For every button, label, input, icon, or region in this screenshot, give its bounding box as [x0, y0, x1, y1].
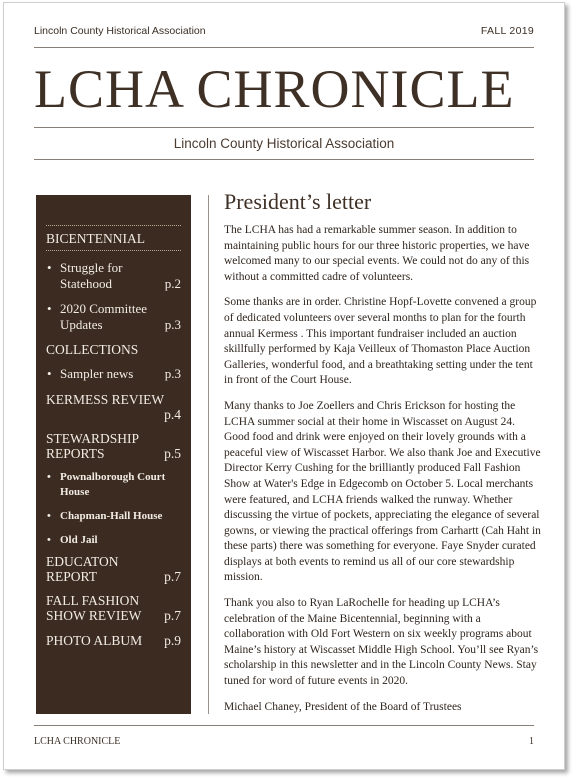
sidebar-section-bicentennial[interactable]: BICENTENNIAL	[46, 231, 145, 246]
page-number: p.7	[164, 608, 181, 623]
article-paragraph: Some thanks are in order. Christine Hopf-Lovette convened a group of dedicated volunteers over several months to plan for the fourth annual Kermess . This important fundraiser included an auction skillfully performed by Kaja Veilleux of Thomaston Place Auction Galleries, wonderful food, and a breathtaking setting under the tent in front of the Court House.	[224, 296, 537, 387]
sidebar-item-label: Old Jail	[60, 534, 98, 546]
issue-date: FALL 2019	[480, 25, 534, 37]
sidebar-section-label: KERMESS REVIEW	[46, 392, 165, 407]
sidebar-section-label: PHOTO ALBUM	[46, 633, 143, 648]
masthead-rule	[34, 127, 534, 128]
page-number: p.3	[164, 366, 181, 381]
sidebar-section-label: STEWARDSHIP	[46, 431, 140, 446]
sidebar-section-label: EDUCATON	[46, 554, 119, 569]
sidebar-item-old-jail[interactable]	[46, 533, 181, 548]
page-number: p.9	[164, 633, 181, 648]
page-number: p.4	[164, 407, 181, 422]
article-signature: Michael Chaney, President of the Board of Trustees	[224, 700, 462, 713]
sidebar-item-pownalborough[interactable]	[46, 470, 181, 500]
top-rule	[34, 47, 534, 48]
sidebar-section-photo-album[interactable]	[46, 633, 181, 648]
sidebar-section-label: REPORT	[46, 569, 97, 584]
footer-rule	[34, 725, 534, 726]
sidebar-item-label: Chapman-Hall House	[60, 510, 163, 522]
page-number: p.3	[164, 317, 181, 332]
sidebar-section-label: SHOW REVIEW	[46, 608, 142, 623]
sidebar-item-label: Pownalborough Court	[60, 471, 166, 483]
page-number: p.5	[164, 446, 181, 461]
page-number: p.7	[164, 569, 181, 584]
footer-page-number: 1	[529, 736, 534, 747]
footer-title: LCHA CHRONICLE	[34, 736, 121, 747]
sidebar-item-statehood[interactable]	[46, 260, 181, 292]
sidebar-item-label: Sampler news	[60, 366, 134, 381]
sidebar-section-stewardship[interactable]	[46, 431, 181, 461]
masthead-subtitle: Lincoln County Historical Association	[173, 136, 395, 151]
sidebar-section-label: REPORTS	[46, 446, 105, 461]
newsletter-page	[3, 2, 565, 770]
sidebar-item-chapman-hall[interactable]	[46, 509, 181, 524]
subtitle-rule	[34, 159, 534, 160]
article-paragraph: The LCHA has had a remarkable summer season. In addition to maintaining public hours for our three historic properties, we have welcomed many to our special events. We could not do any of this without a committed cadre of volunteers.	[224, 224, 530, 283]
page-number: p.2	[164, 276, 181, 291]
masthead-title: LCHA CHRONICLE	[34, 59, 515, 119]
sidebar-divider	[46, 225, 181, 226]
sidebar-section-label: FALL FASHION	[46, 593, 140, 608]
sidebar-item-label: Struggle for	[60, 260, 123, 275]
contents-sidebar	[36, 195, 191, 714]
article-paragraph: Many thanks to Joe Zoellers and Chris Erickson for hosting the LCHA summer social at their home in Wiscasset on August 24. Good food and drink were enjoyed on their lovely grounds with a peaceful view of Wiscasset Harbor. We also thank Joe and Executive Director Kerry Cushing for the brilliantly produced Fall Fashion Show at Water's Edge in Edgecomb on October 5. Local merchants were featured, and LCHA friends walked the runway. Whether discussing the virtue of pockets, appreciating the elegance of several gowns, or viewing the practical offerings from Carhartt (Cah Haht in these parts) there was something for everyone. Faye Snyder curated displays at both events to remind us all of our core stewardship mission.	[224, 399, 541, 584]
sidebar-section-kermess[interactable]	[46, 392, 181, 422]
sidebar-item-label: 2020 Committee	[60, 301, 148, 316]
article-paragraph: Thank you also to Ryan LaRochelle for heading up LCHA’s celebration of the Maine Bicentennial, beginning with a collaboration with Old Fort Western on six weekly programs about Maine’s history at Wiscasset Middle High School. You’ll see Ryan’s scholarship in this newsletter and in the Lincoln County News. Stay tuned for word of future events in 2020.	[224, 597, 539, 688]
sidebar-item-sampler[interactable]	[46, 366, 181, 382]
sidebar-item-committee[interactable]	[46, 301, 181, 333]
sidebar-section-education[interactable]	[46, 554, 181, 584]
org-name: Lincoln County Historical Association	[34, 25, 206, 37]
sidebar-item-label: House	[60, 486, 90, 498]
sidebar-item-label: Statehood	[60, 276, 112, 291]
sidebar-section-collections[interactable]: COLLECTIONS	[46, 342, 139, 357]
sidebar-section-fashion[interactable]	[46, 593, 181, 623]
column-divider	[208, 195, 209, 714]
article-title: President’s letter	[224, 189, 372, 214]
sidebar-item-label: Updates	[60, 317, 103, 332]
article-presidents-letter	[224, 189, 542, 725]
sidebar-divider	[46, 250, 181, 251]
